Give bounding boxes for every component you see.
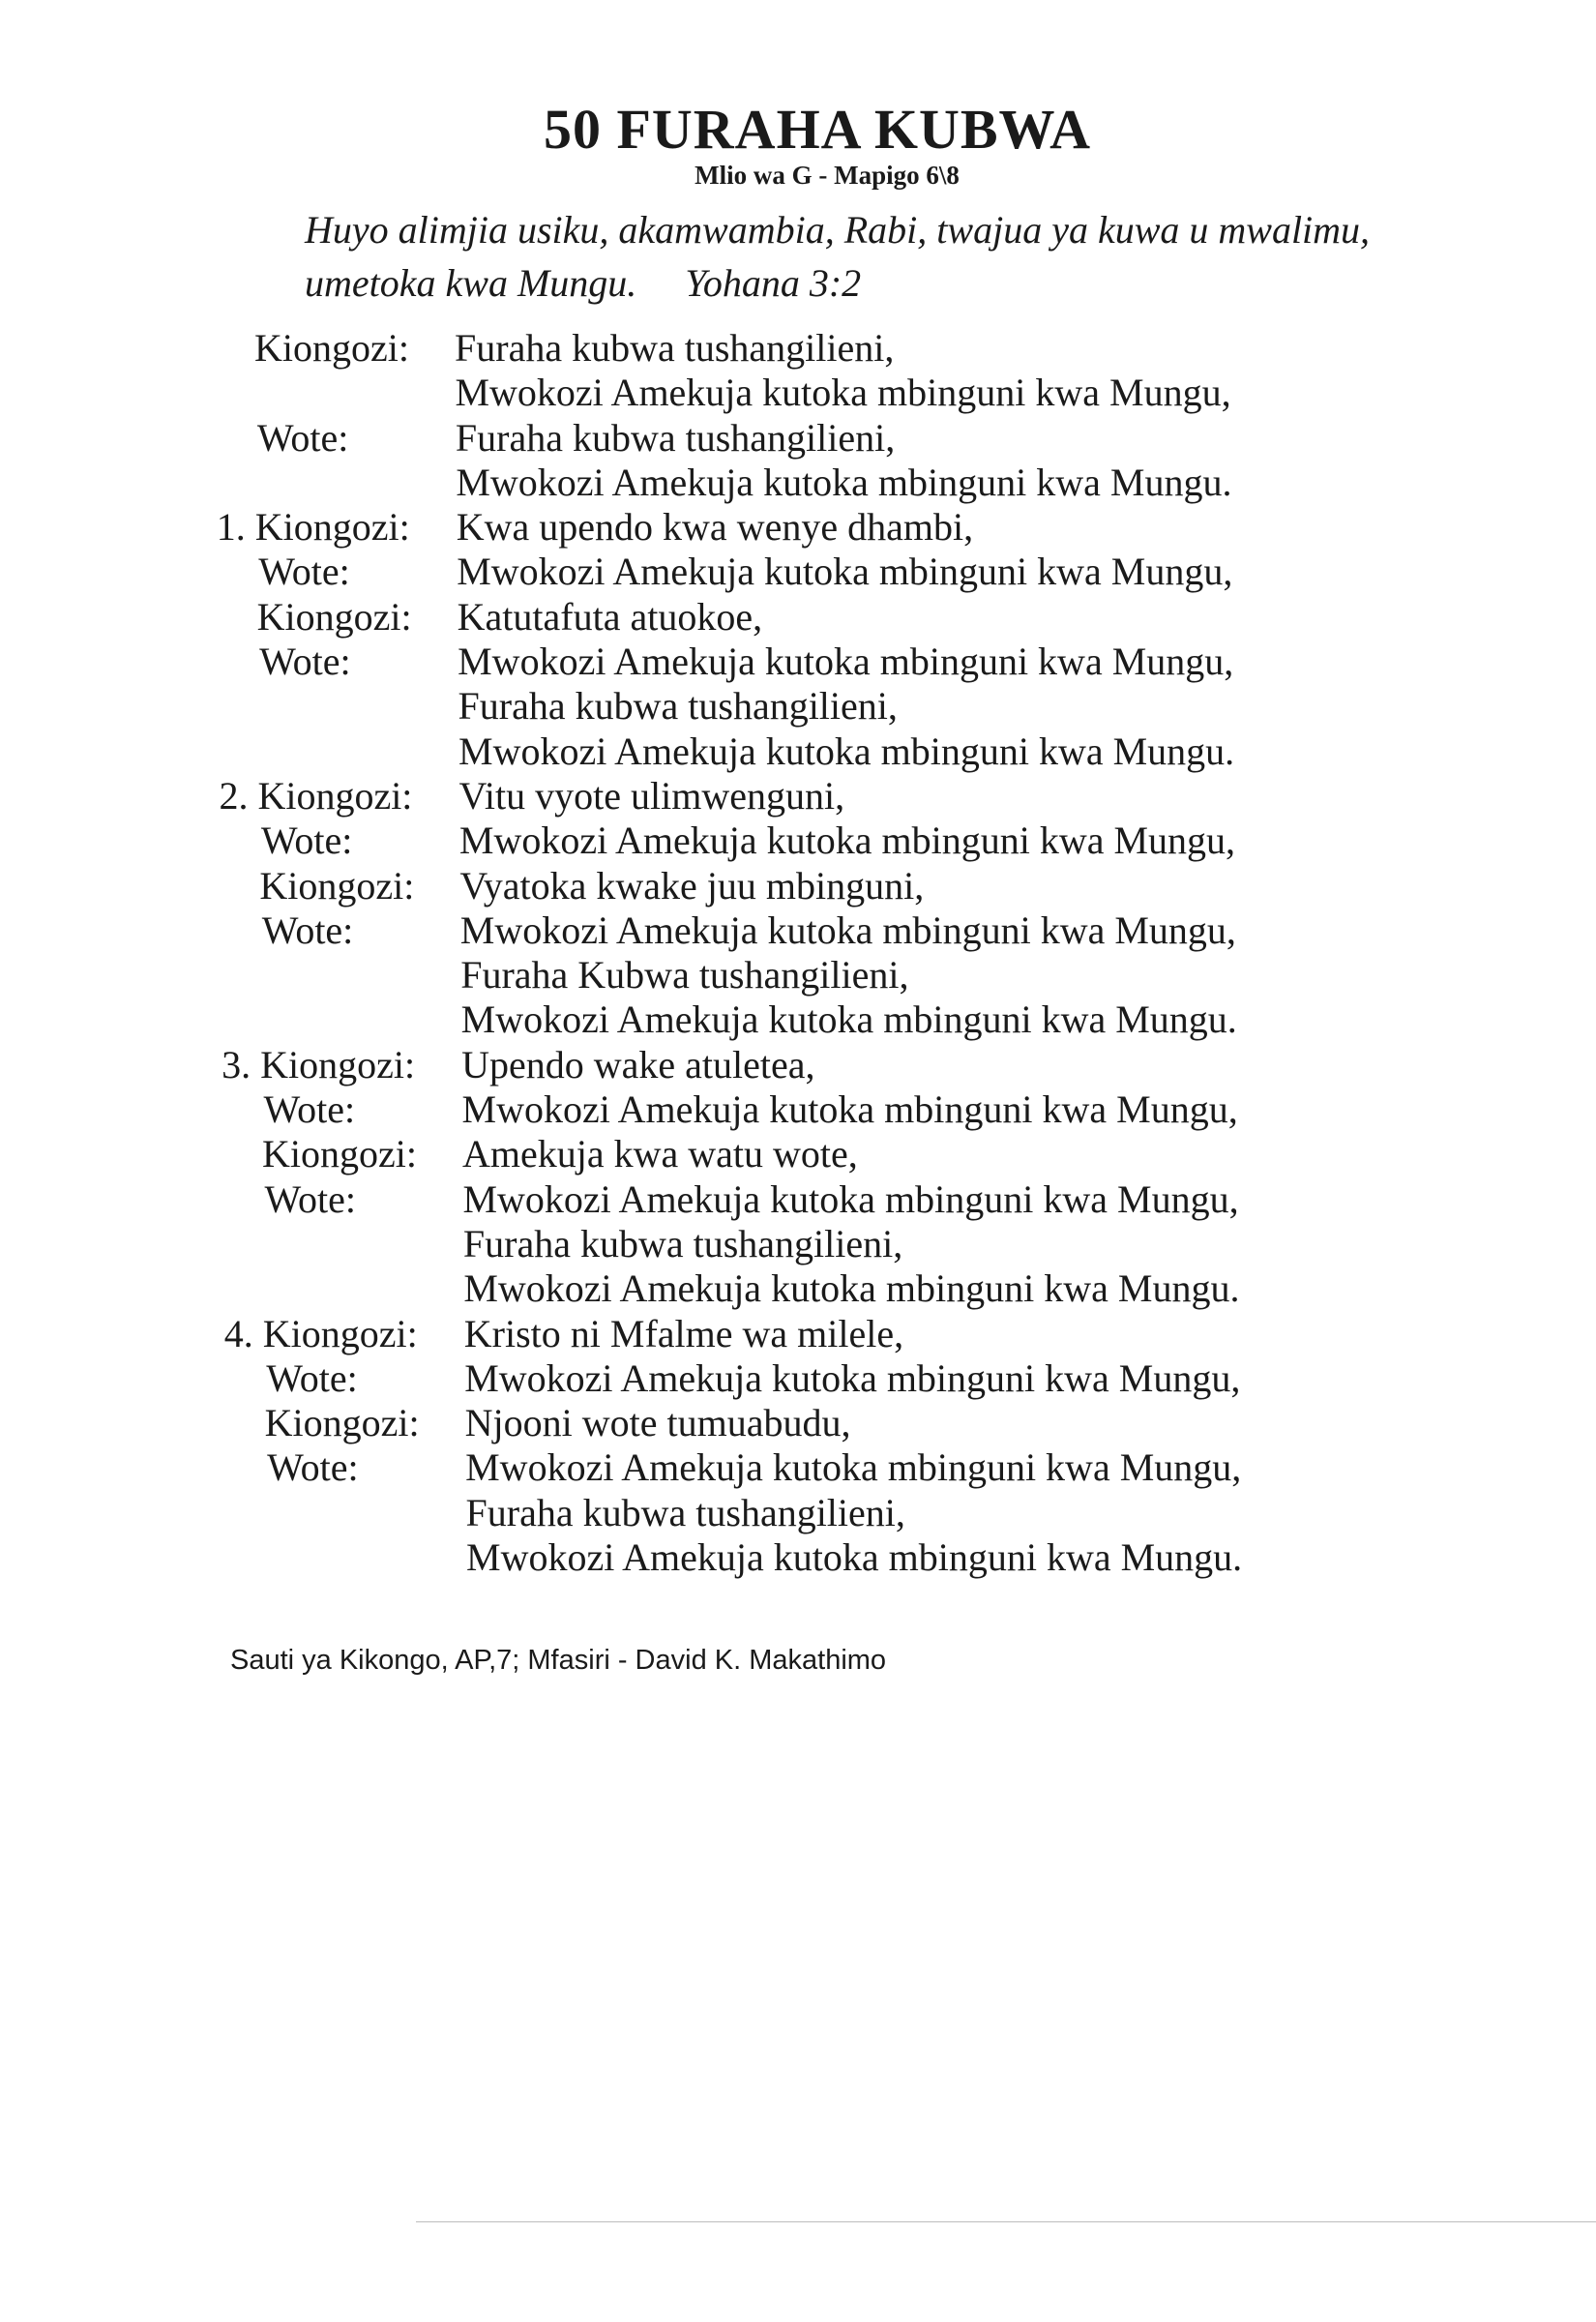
lyric-text: Mwokozi Amekuja kutoka mbinguni kwa Mungu. [463, 1266, 1240, 1311]
lyric-line [0, 1535, 1596, 1580]
lyric-line [0, 640, 1596, 684]
lyric-text: Furaha kubwa tushangilieni, [465, 1490, 905, 1534]
lyric-text: Mwokozi Amekuja kutoka mbinguni kwa Mungu, [455, 371, 1231, 415]
lyric-text: Vyatoka kwake juu mbinguni, [459, 863, 925, 908]
lyric-text: Mwokozi Amekuja kutoka mbinguni kwa Mungu, [457, 550, 1233, 594]
part-label: 1. Kiongozi: [216, 505, 410, 550]
scripture-verse [305, 203, 1465, 310]
lyric-line [0, 371, 1596, 415]
lyric-text: Mwokozi Amekuja kutoka mbinguni kwa Mungu. [466, 1535, 1243, 1580]
lyric-text: Furaha kubwa tushangilieni, [458, 684, 898, 729]
lyric-line [0, 416, 1596, 461]
scripture-reference: Yohana 3:2 [685, 261, 862, 305]
part-label: Kiongozi: [264, 1401, 420, 1445]
lyric-text: Upendo wake atuletea, [461, 1042, 815, 1087]
part-label: 3. Kiongozi: [222, 1042, 416, 1087]
scripture-line-2-text: umetoka kwa Mungu. [305, 261, 637, 305]
lyric-line [0, 684, 1596, 729]
lyric-line [0, 997, 1596, 1042]
lyric-text: Furaha kubwa tushangilieni, [455, 326, 895, 370]
lyric-line [0, 505, 1596, 550]
lyric-text: Katutafuta atuokoe, [457, 594, 763, 639]
lyric-line [0, 1266, 1596, 1311]
part-label: Wote: [263, 1087, 356, 1132]
part-label: 4. Kiongozi: [223, 1311, 418, 1355]
credits-footer: Sauti ya Kikongo, AP,7; Mfasiri - David K. Makathimo [230, 1645, 887, 1676]
lyric-line [0, 774, 1596, 819]
lyric-text: Njooni wote tumuabudu, [464, 1401, 851, 1445]
lyric-line [0, 1177, 1596, 1222]
lyric-line [0, 1445, 1596, 1490]
lyric-text: Mwokozi Amekuja kutoka mbinguni kwa Mungu, [464, 1355, 1241, 1400]
lyric-line [0, 819, 1596, 863]
lyric-text: Furaha Kubwa tushangilieni, [460, 953, 909, 997]
part-label: Wote: [256, 415, 349, 460]
part-label: Wote: [261, 908, 354, 952]
hymn-title: 50 FURAHA KUBWA [543, 98, 1092, 161]
part-label: Wote: [266, 1355, 358, 1400]
lyric-text: Amekuja kwa watu wote, [462, 1132, 858, 1176]
lyric-line [0, 1356, 1596, 1401]
lyric-line [0, 1043, 1596, 1087]
lyric-text: Mwokozi Amekuja kutoka mbinguni kwa Mungu, [465, 1445, 1242, 1490]
scripture-line-1: Huyo alimjia usiku, akamwambia, Rabi, twajua ya kuwa u mwalimu, [305, 208, 1371, 252]
part-label: Kiongozi: [259, 863, 415, 908]
lyrics-block [0, 326, 1596, 1580]
hymn-key-meter: Mlio wa G - Mapigo 6\8 [695, 161, 960, 190]
lyric-text: Mwokozi Amekuja kutoka mbinguni kwa Mungu. [458, 729, 1235, 773]
part-label: Wote: [258, 550, 350, 594]
lyric-line [0, 1491, 1596, 1535]
lyric-text: Mwokozi Amekuja kutoka mbinguni kwa Mungu. [460, 997, 1237, 1042]
lyric-line [0, 864, 1596, 908]
lyric-line [0, 461, 1596, 505]
part-label: Wote: [264, 1176, 356, 1221]
part-label: 2. Kiongozi: [219, 773, 413, 818]
bottom-rule [416, 2221, 1596, 2222]
lyric-text: Mwokozi Amekuja kutoka mbinguni kwa Mungu. [456, 460, 1232, 504]
part-label: Wote: [260, 819, 353, 863]
part-label: Kiongozi: [254, 326, 409, 370]
part-label: Kiongozi: [256, 594, 412, 639]
lyric-text: Mwokozi Amekuja kutoka mbinguni kwa Mungu, [461, 1087, 1238, 1132]
scripture-line-2 [305, 256, 1465, 310]
lyric-line [0, 1401, 1596, 1445]
lyric-text: Mwokozi Amekuja kutoka mbinguni kwa Mungu, [459, 908, 1236, 952]
lyric-line [0, 1312, 1596, 1356]
lyric-text: Furaha kubwa tushangilieni, [462, 1221, 903, 1265]
lyric-line [0, 550, 1596, 594]
part-label: Kiongozi: [262, 1132, 417, 1176]
lyric-text: Vitu vyote ulimwenguni, [458, 773, 845, 818]
lyric-line [0, 729, 1596, 774]
part-label: Wote: [259, 640, 351, 684]
part-label: Wote: [267, 1445, 359, 1490]
lyric-text: Mwokozi Amekuja kutoka mbinguni kwa Mungu, [462, 1176, 1239, 1221]
lyric-line [0, 908, 1596, 953]
lyric-text: Mwokozi Amekuja kutoka mbinguni kwa Mungu, [458, 819, 1236, 863]
lyric-line [0, 1132, 1596, 1176]
lyric-line [0, 326, 1596, 371]
lyric-line [0, 1222, 1596, 1266]
lyric-text: Kwa upendo kwa wenye dhambi, [456, 505, 974, 550]
lyric-text: Mwokozi Amekuja kutoka mbinguni kwa Mungu, [458, 640, 1234, 684]
lyric-line [0, 595, 1596, 640]
lyric-line [0, 1087, 1596, 1132]
lyric-text: Kristo ni Mfalme wa milele, [463, 1311, 904, 1355]
lyric-line [0, 953, 1596, 997]
lyric-text: Furaha kubwa tushangilieni, [455, 415, 896, 460]
